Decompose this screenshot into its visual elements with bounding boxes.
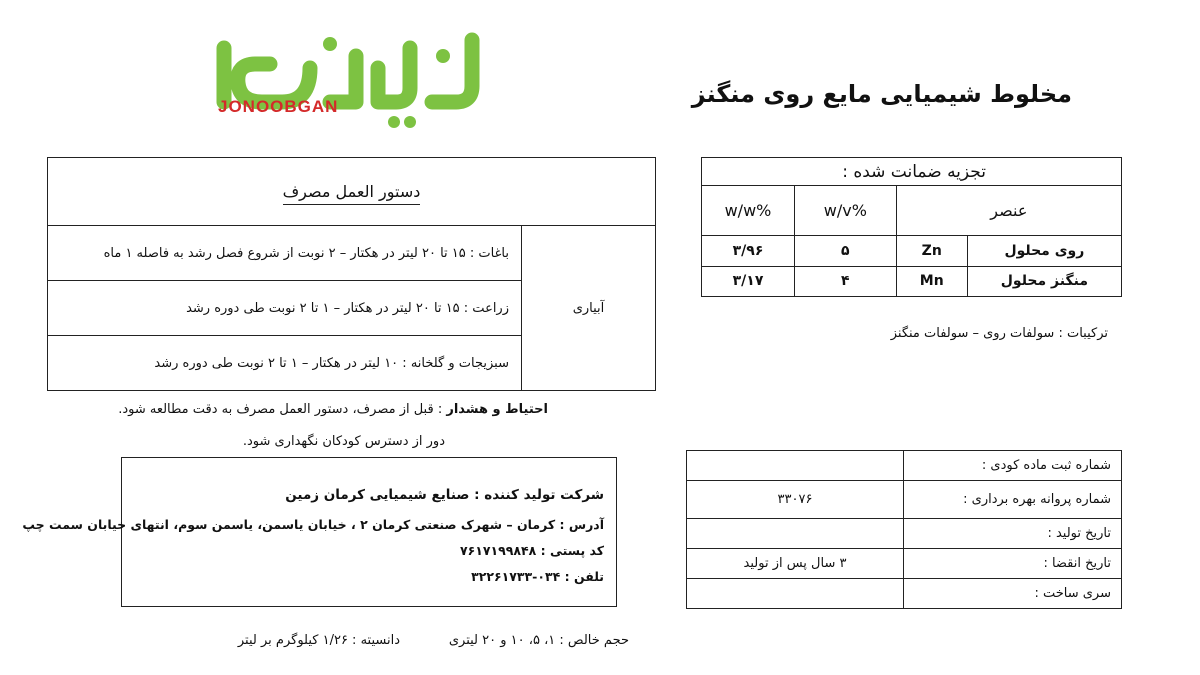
product-title: مخلوط شیمیایی مایع روی منگنز	[691, 80, 1072, 108]
manufacturer-company: شرکت تولید کننده : صنایع شیمیایی کرمان زمین	[285, 487, 604, 503]
element-wv: ۴	[794, 266, 896, 297]
usage-row-crops: زراعت : ۱۵ تا ۲۰ لیتر در هکتار – ۱ تا ۲ نوبت طی دوره رشد	[48, 281, 522, 336]
guaranteed-analysis-table	[701, 157, 1122, 297]
manufacturer-postal-code: کد پستی : ۷۶۱۷۱۹۹۸۴۸	[459, 543, 604, 558]
element-name: منگنز محلول	[967, 266, 1121, 297]
usage-instructions-table	[47, 157, 656, 391]
svg-text:JONOOBGAN: JONOOBGAN	[218, 97, 339, 116]
usage-header: دستور العمل مصرف	[283, 182, 421, 205]
license-value: ۳۳۰۷۶	[687, 481, 904, 519]
analysis-header: تجزیه ضمانت شده :	[702, 158, 1122, 186]
jonoobgan-logo	[210, 28, 500, 133]
manufacturer-phone: تلفن : ۰۳۴-۳۲۲۶۱۷۳۳	[471, 569, 604, 584]
production-date-value	[687, 519, 904, 549]
element-symbol: Zn	[896, 236, 967, 267]
usage-method: آبیاری	[522, 226, 656, 391]
manufacturer-box	[22, 457, 617, 607]
usage-row-orchards: باغات : ۱۵ تا ۲۰ لیتر در هکتار – ۲ نوبت از شروع فصل رشد به فاصله ۱ ماه	[48, 226, 522, 281]
usage-row-vegetables: سبزیجات و گلخانه : ۱۰ لیتر در هکتار – ۱ تا ۲ نوبت طی دوره رشد	[48, 336, 522, 391]
usage-header-cell	[48, 158, 656, 226]
density: دانسیته : ۱/۲۶ کیلوگرم بر لیتر	[237, 633, 400, 648]
column-element: عنصر	[896, 186, 1121, 236]
registration-table	[686, 450, 1122, 609]
production-date-label: تاریخ تولید :	[904, 519, 1122, 549]
license-label: شماره پروانه بهره برداری :	[904, 481, 1122, 519]
element-name: روی محلول	[967, 236, 1121, 267]
element-ww: ۳/۱۷	[702, 266, 795, 297]
column-ww: %w/w	[702, 186, 795, 236]
warning-line-2: دور از دسترس کودکان نگهداری شود.	[242, 434, 445, 449]
reg-number-label: شماره ثبت ماده کودی :	[904, 451, 1122, 481]
column-wv: %w/v	[794, 186, 896, 236]
composition-text: ترکیبات : سولفات روی – سولفات منگنز	[890, 326, 1108, 341]
warning-line-1	[118, 402, 548, 417]
net-volume: حجم خالص : ۱، ۵، ۱۰ و ۲۰ لیتری	[448, 633, 629, 648]
element-wv: ۵	[794, 236, 896, 267]
reg-number-value	[687, 451, 904, 481]
batch-label: سری ساخت :	[904, 579, 1122, 609]
warning-label: احتیاط و هشدار	[446, 402, 548, 417]
element-ww: ۳/۹۶	[702, 236, 795, 267]
expiry-value: ۳ سال پس از تولید	[687, 549, 904, 579]
expiry-label: تاریخ انقضا :	[904, 549, 1122, 579]
batch-value	[687, 579, 904, 609]
manufacturer-address: آدرس : کرمان – شهرک صنعتی کرمان ۲ ، خیابان یاسمن، یاسمن سوم، انتهای خیابان سمت چپ	[22, 517, 604, 532]
warning-text: : قبل از مصرف، دستور العمل مصرف به دقت مطالعه شود.	[118, 402, 447, 417]
element-symbol: Mn	[896, 266, 967, 297]
